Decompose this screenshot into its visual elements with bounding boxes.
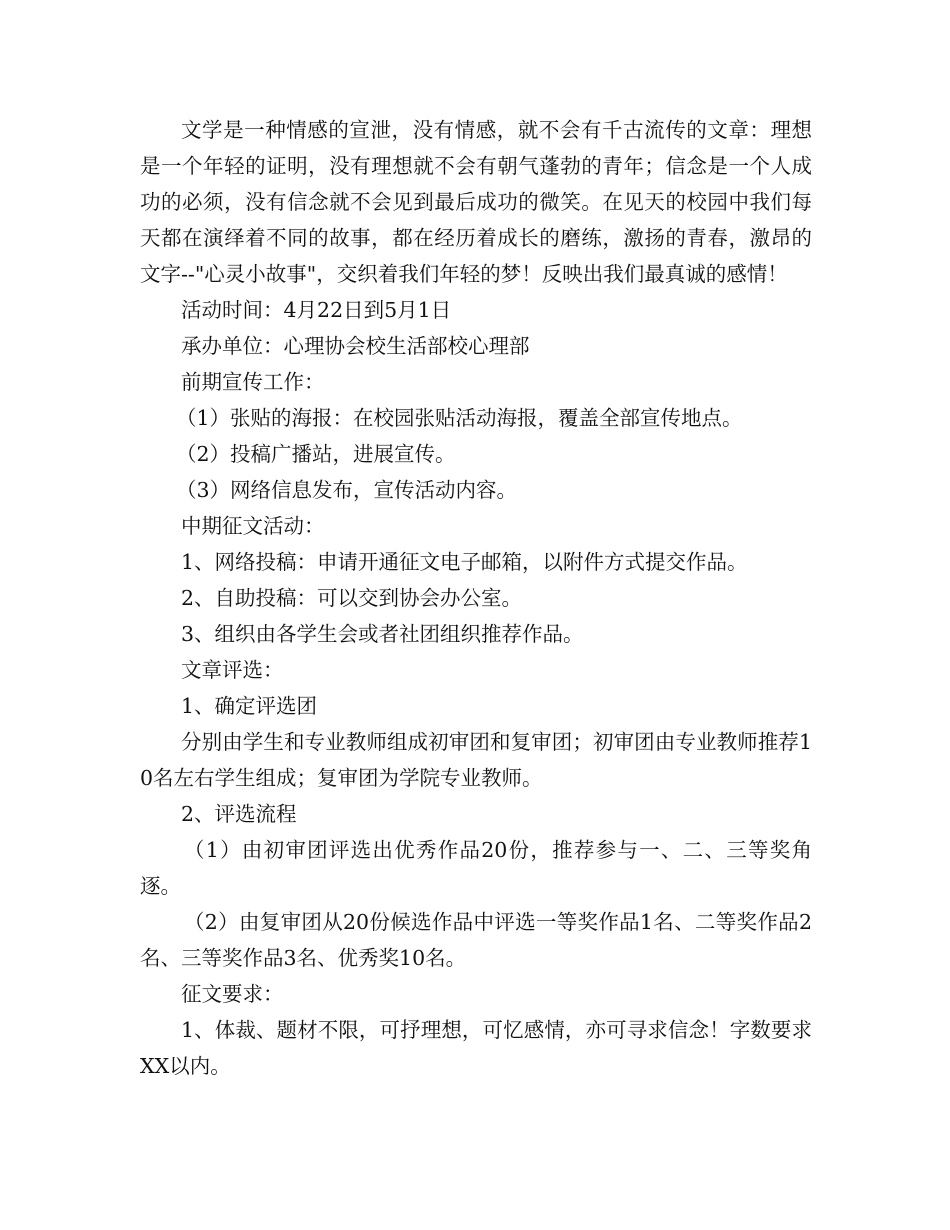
review-panel-description: 分别由学生和专业教师组成初审团和复审团；初审团由专业教师推荐10名左右学生组成；复审团为学院专业教师。 xyxy=(140,730,812,790)
section-heading-submission: 中期征文活动： xyxy=(181,514,325,538)
submission-item-1: 1、网络投稿：申请开通征文电子邮箱，以附件方式提交作品。 xyxy=(181,550,748,574)
document-body xyxy=(140,112,812,1084)
submission-item-2: 2、自助投稿：可以交到协会办公室。 xyxy=(181,586,523,610)
section-heading-review: 文章评选： xyxy=(181,658,284,682)
promotion-item-2: （2）投稿广播站，进展宣传。 xyxy=(176,442,456,466)
review-step-2: 2、评选流程 xyxy=(181,802,297,826)
intro-paragraph: 文学是一种情感的宣泄，没有情感，就不会有千古流传的文章：理想是一个年轻的证明，没有理想就不会有朝气蓬勃的青年；信念是一个人成功的必须，没有信念就不会见到最后成功的微笑。在见天的校园中我们每天都在演绎着不同的故事，都在经历着成长的磨练，激扬的青春，激昂的文字--"心灵小故事"，交织着我们年轻的梦！反映出我们最真诚的感情！ xyxy=(140,118,812,286)
submission-item-3: 3、组织由各学生会或者社团组织推荐作品。 xyxy=(181,622,584,646)
review-process-2: （2）由复审团从20份候选作品中评选一等奖作品1名、二等奖作品2名、三等奖作品3名、优秀奖10名。 xyxy=(140,910,812,970)
activity-time: 活动时间：4月22日到5月1日 xyxy=(181,298,452,322)
review-process-1: （1）由初审团评选出优秀作品20份，推荐参与一、二、三等奖角逐。 xyxy=(140,838,812,898)
promotion-item-3: （3）网络信息发布，宣传活动内容。 xyxy=(176,478,518,502)
section-heading-requirements: 征文要求： xyxy=(181,982,284,1006)
promotion-item-1: （1）张贴的海报：在校园张贴活动海报，覆盖全部宣传地点。 xyxy=(176,406,743,430)
review-step-1: 1、确定评选团 xyxy=(181,694,318,718)
requirement-item-1: 1、体裁、题材不限，可抒理想，可忆感情，亦可寻求信念！字数要求XX以内。 xyxy=(140,1018,812,1078)
organizer: 承办单位：心理协会校生活部校心理部 xyxy=(181,334,530,358)
section-heading-promotion: 前期宣传工作： xyxy=(181,370,325,394)
